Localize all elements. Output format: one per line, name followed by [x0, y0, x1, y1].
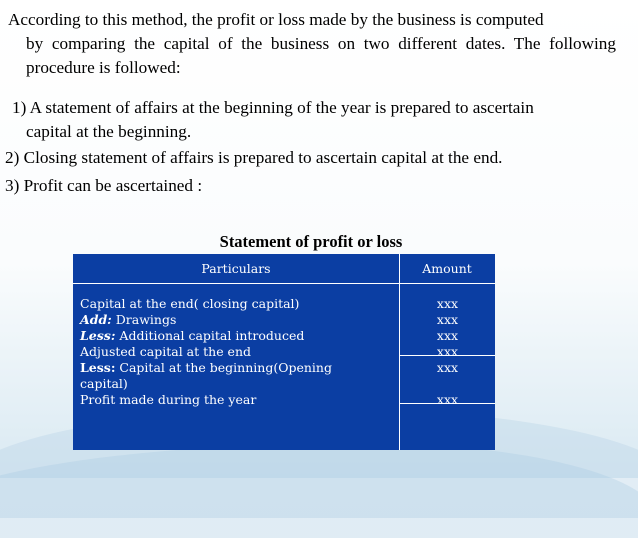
table-row-particular — [80, 312, 398, 328]
step-2: 2) Closing statement of affairs is prepared to ascertain capital at the end. — [5, 148, 503, 167]
row-text: Drawings — [111, 312, 177, 327]
step-1-cont: capital at the beginning. — [26, 122, 192, 141]
table-row-amount: xxx — [436, 328, 459, 343]
row-prefix: Less: — [80, 328, 116, 343]
step-1 — [12, 96, 618, 144]
table-row-particular — [80, 344, 398, 360]
row-prefix: Add: — [80, 312, 112, 327]
header-divider — [73, 283, 495, 284]
particulars-column — [80, 296, 398, 408]
row-text: Adjusted capital at the end — [80, 344, 252, 359]
table-row-amount: xxx — [436, 360, 459, 375]
table-row-amount: xxx — [436, 296, 459, 311]
row-text: Capital at the beginning(Opening — [115, 360, 332, 375]
table-title: Statement of profit or loss — [219, 232, 403, 251]
table-row-amount — [400, 376, 495, 392]
profit-loss-table — [73, 254, 495, 450]
header-amount: Amount — [422, 261, 472, 276]
table-row-particular — [80, 360, 398, 376]
amount-column — [400, 296, 495, 408]
row-text: Capital at the end( closing capital) — [80, 296, 300, 311]
header-particulars: Particulars — [201, 261, 271, 276]
table-row-particular — [80, 296, 398, 312]
table-row-amount: xxx — [436, 344, 459, 359]
table-row-amount: xxx — [436, 392, 459, 407]
table-row-particular — [80, 328, 398, 344]
step-1-first: 1) A statement of affairs at the beginning of the year is prepared to ascertain — [12, 98, 534, 117]
table-row-particular — [80, 392, 398, 408]
row-prefix: Less: — [80, 360, 116, 375]
intro-rest: by comparing the capital of the business on two different dates. The following procedure is followed: — [26, 34, 616, 77]
row-text: capital) — [80, 376, 128, 391]
table-row-particular — [80, 376, 398, 392]
step-3: 3) Profit can be ascertained : — [5, 176, 203, 195]
intro-paragraph — [8, 8, 616, 80]
row-text: Profit made during the year — [80, 392, 257, 407]
table-row-amount: xxx — [436, 312, 459, 327]
row-text: Additional capital introduced — [115, 328, 305, 343]
intro-line-1: According to this method, the profit or loss made by the business is computed — [8, 10, 544, 29]
